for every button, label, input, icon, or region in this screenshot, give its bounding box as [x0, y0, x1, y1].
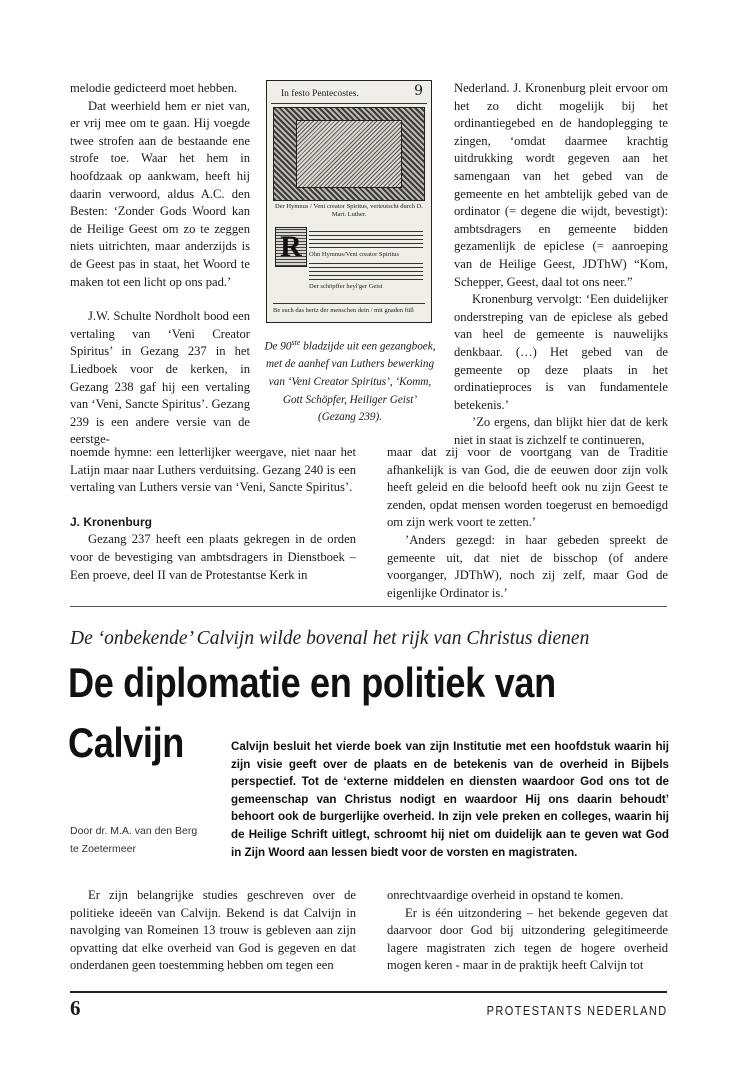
paragraph: melodie gedicteerd moet hebben. [70, 81, 238, 95]
upper-column-3-wide [387, 444, 668, 602]
music-staff [309, 231, 423, 249]
paragraph: Er is één uitzondering – het bekende gegeven dat daarvoor door God bij uitzondering gelegitimeerde lagere magistraten zich tegen de hogere overheid mogen keren - maar in de praktijk heeft Calvijn tot [387, 905, 668, 973]
figure-bottom-text: Be such das hertz der menschen dein / mit gnaden füll [273, 303, 425, 314]
figure-caption: De 90ste bladzijde uit een gezangboek, met de aanhef van Luthers bewerking van ‘Veni Creator Spiritus’, ‘Komm, Gott Schöpfer, Heiliger Geist’ (Gezang 239). [264, 338, 436, 424]
lower-column-2 [387, 887, 668, 975]
paragraph: Gezang 237 heeft een plaats gekregen in de orden voor de bevestiging van ambtsdragers in Dienstboek – Een proeve, deel II van de Protestantse Kerk in [70, 532, 356, 582]
lyric-line: Ohn Hymnus/Veni creator Spiritus [309, 251, 400, 258]
section-divider [70, 606, 667, 607]
journal-name: PROTESTANTS NEDERLAND [487, 1004, 668, 1018]
figure-page-mark: 9 [414, 83, 423, 99]
page-number: 6 [70, 996, 81, 1020]
paragraph: Kronenburg vervolgt: ‘Een duidelijker onderstreping van de epiclese als gebed van heel de gemeente is nauwelijks denkbaar. (…) Het gebed van de gemeente op deze plaats in het ordinatieproces is van fundamentele betekenis.’ [454, 292, 668, 412]
figure-caption-line: Der Hymnus / Veni creator Spiritus, verteutscht durch D. Mart. Luther. [275, 203, 423, 218]
footer-divider [70, 991, 667, 993]
paragraph: Nederland. J. Kronenburg pleit ervoor om het zo dicht mogelijk bij het ordinantiegebed en de handoplegging te zingen, ‘omdat daarmee krachtig uitdrukking wordt gegeven aan het samengaan van het gebed van de gemeente en het ambtelijk gebed van de ordinator (= degene die wijdt, bevestigt): ambtsdragers en gemeente bidden gezamenlijk de epiclese (= aanroeping van de Heilige Geest, JDThW) “Kom, Schepper, Geest, daal tot ons neer.” [454, 81, 668, 289]
lower-column-1 [70, 887, 356, 975]
byline [70, 823, 230, 858]
paragraph: ’Anders gezegd: in haar gebeden spreekt de gemeente uit, dat niet de bisschop (of andere voorganger, JDThW), noch zij zelf, maar God de eigenlijke Ordinator is.’ [387, 532, 668, 600]
paragraph: ’Zo ergens, dan blijkt hier dat de kerk niet in staat is zichzelf te continueren, [454, 415, 668, 447]
article-headline: De diplomatie en politiek van Calvijn [68, 659, 556, 766]
paragraph: maar dat zij voor de voortgang van de Traditie afhankelijk is van God, die de eeuwen door zijn volk heeft geleid en die beloofd heeft ook nu zijn Geest te zenden, opdat mensen worden toegerust en bemoedigd om zijn werk voort te zetten.’ [387, 445, 668, 530]
paragraph: Er zijn belangrijke studies geschreven over de politieke ideeën van Calvijn. Bekend is dat Calvijn in navolging van Romeinen 13 trouw is gebleven aan zijn opvatting dat elke overheid van God is gegeven en dat onderdanen geen toestemming hebben om tegen een [70, 888, 356, 973]
woodcut-illustration [273, 107, 425, 201]
paragraph: onrechtvaardige overheid in opstand te komen. [387, 888, 624, 902]
byline-place: te Zoetermeer [70, 842, 136, 855]
music-staff [309, 263, 423, 281]
paragraph: J.W. Schulte Nordholt bood een vertaling van ‘Veni Creator Spiritus’ in Gezang 237 in het Liedboek voor de kerken, in Gezang 238 gaf hij een vertaling van ‘Veni, Sancte Spiritus’. Gezang 239 is een andere versie van de eerstge- [70, 309, 250, 447]
paragraph: noemde hymne: een letterlijker weergave, niet naar het Latijn maar naar Luthers verduitsing. Gezang 240 is een vertaling van Luthers versie van ‘Veni, Sancte Spiritus’. [70, 445, 356, 495]
figure-header: In festo Pentecostes. [271, 85, 427, 104]
article-kicker: De ‘onbekende’ Calvijn wilde bovenal het rijk van Christus dienen [70, 628, 590, 649]
lyric-line: Der schöpffer heyl'ger Geist [309, 283, 383, 290]
subheading: J. Kronenburg [70, 514, 153, 529]
byline-author: Door dr. M.A. van den Berg [70, 825, 198, 837]
upper-column-1-wide [70, 444, 356, 584]
upper-column-3 [454, 80, 668, 449]
article-intro: Calvijn besluit het vierde boek van zijn Institutie met een hoofdstuk waarin hij zijn visie geeft over de plaats en de betekenis van de overheid in Bijbels perspectief. Tot de ‘externe middelen en diensten waardoor God ons tot de gemeenschap van Christus nodigt en waardoor Hij ons daarin behoudt’ behoort ook de burgerlijke overheid. In zijn vele preken en colleges, waarin hij de Heilige Schrift uitlegt, schroomt hij niet om duidelijk aan te geven wat God in Zijn Woord aan lessen biedt voor de vorsten en magistraten. [231, 740, 669, 859]
decorated-initial: R [275, 227, 307, 267]
hymnbook-page-image [266, 80, 432, 323]
paragraph: Dat weerhield hem er niet van, er vrij mee om te gaan. Hij voegde twee strofen aan de bestaande ene strofe toe. Waar het hem in hoofdzaak op aankwam, heeft hij daarin verwoord, aldus A.C. den Besten: ‘Zonder Gods Woord kan de Heilige Geest om zo te zeggen niets uitrichten, maar anderzijds is de Geest pas in staat, het Woord te maken tot een licht op ons pad.’ [70, 98, 250, 289]
upper-column-1 [70, 80, 250, 449]
